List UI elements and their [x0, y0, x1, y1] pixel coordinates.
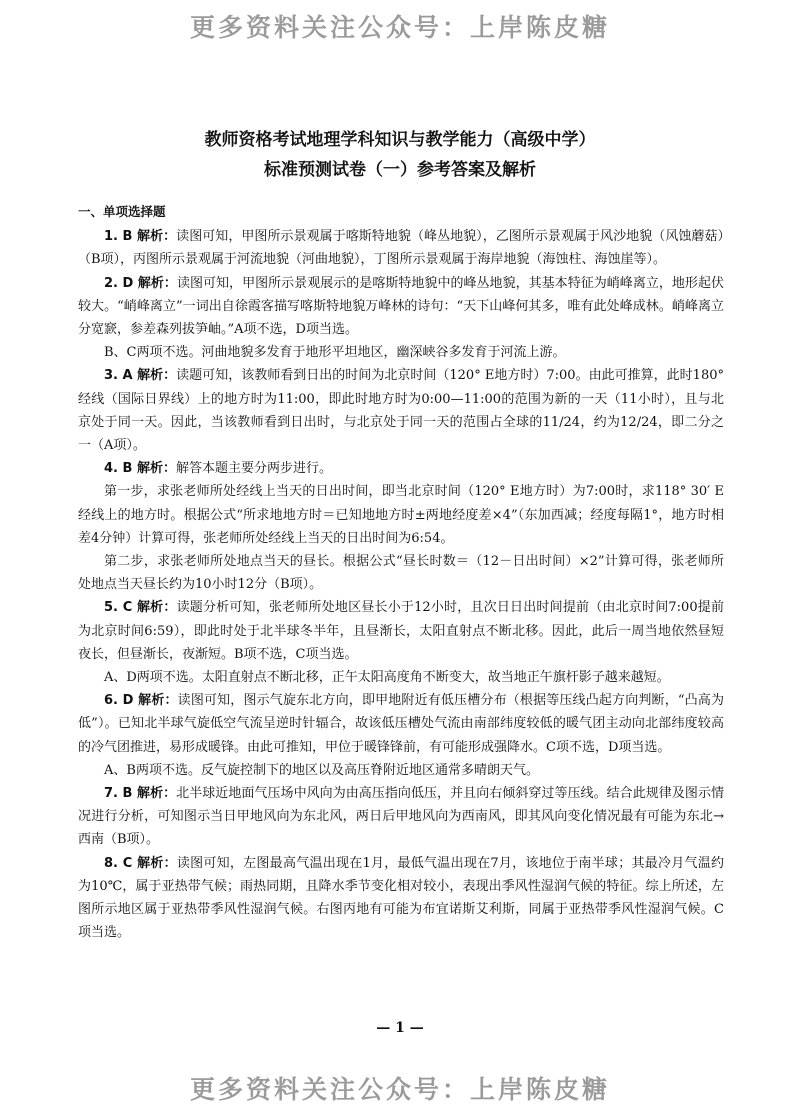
question-head: 1. B 解析： — [104, 229, 177, 245]
paragraph-text: 读图可知，甲图所示景观展示的是喀斯特地貌中的峰丛地貌，其基本特征为峭峰离立，地形起伏较大。“峭峰离立”一词出自徐霞客描写喀斯特地貌万峰林的诗句：“天下山峰何其多，唯有此处峰成林。峭峰离立分宽窾，参差森列拔笋岫。”A项不选，D项当选。 — [78, 275, 724, 338]
paragraph-text: 解答本题主要分两步进行。 — [175, 461, 332, 477]
question-head: 2. D 解析： — [104, 275, 177, 291]
section-heading: 一、单项选择题 — [78, 204, 166, 219]
paragraph-text: A、D两项不选。太阳直射点不断北移，正午太阳高度角不断变大，故当地正午旗杆影子越来越短。 — [104, 670, 670, 686]
page-number: — 1 — — [376, 1020, 424, 1036]
question-head: 4. B 解析： — [104, 461, 176, 477]
paragraph-text: 北半球近地面气压场中风向为由高压指向低压，并且向右倾斜穿过等压线。结合此规律及图示情况进行分析，可知图示当日甲地风向为东北风，两日后甲地风向为西南风，即其风向变化情况最有可能为东北→西南（B项）。 — [78, 786, 724, 848]
question-head: 7. B 解析： — [104, 786, 177, 802]
question-head: 5. C 解析： — [104, 600, 177, 616]
paragraph-text: 第二步，求张老师所处地点当天的昼长。根据公式“昼长时数＝（12－日出时间）×2”计算可得，张老师所处地点当天昼长约为10小时12分（B项）。 — [78, 554, 724, 593]
question-head: 3. A 解析： — [104, 368, 177, 384]
answer-paragraph — [78, 759, 724, 782]
answer-paragraph — [78, 596, 724, 666]
answer-paragraph — [78, 550, 724, 596]
answer-paragraph — [78, 272, 724, 342]
answer-paragraph — [78, 341, 724, 364]
paragraph-text: 读图可知，甲图所示景观属于喀斯特地貌（峰丛地貌），乙图所示景观属于风沙地貌（风蚀蘑菇）（B项），丙图所示景观属于河流地貌（河曲地貌），丁图所示景观属于海岸地貌（海蚀柱、海蚀崖等）。 — [78, 229, 724, 268]
paragraph-text: 第一步，求张老师所处经线上当天的日出时间，即当北京时间（120° E地方时）为7:00时，求118° 30′ E经线上的地方时。根据公式“所求地地方时＝已知地地方时±两地经度差×4”（东加西减；经度每隔1°，地方时相差4分钟）计算可得，张老师所处经线上当天的日出时间为6:54。 — [78, 484, 724, 546]
answer-paragraph — [78, 666, 724, 689]
answer-paragraph — [78, 457, 724, 480]
answer-paragraph — [78, 782, 724, 852]
watermark-top: 更多资料关注公众号：上岸陈皮糖 — [189, 13, 610, 42]
watermark-bottom: 更多资料关注公众号：上岸陈皮糖 — [189, 1075, 610, 1104]
paragraph-text: 读图可知，左图最高气温出现在1月，最低气温出现在7月，该地位于南半球；其最冷月气温约为10℃，属于亚热带气候；雨热同期，且降水季节变化相对较小，表现出季风性湿润气候的特征。综上所述，左图所示地区属于亚热带季风性湿润气候。右图丙地有可能为布宜诺斯艾利斯，同属于亚热带季风性湿润气候。C项当选。 — [78, 855, 725, 941]
answer-content — [78, 200, 724, 945]
answer-paragraph — [78, 689, 724, 759]
title-line-2: 标准预测试卷（一）参考答案及解析 — [264, 160, 536, 180]
question-head: 8. C 解析： — [104, 855, 177, 871]
answer-paragraph — [78, 852, 724, 945]
paragraph-text: 读题分析可知，张老师所处地区昼长小于12小时，且次日日出时间提前（由北京时间7:00提前为北京时间6:59），即此时处于北半球冬半年，且昼渐长，太阳直射点不断北移。因此，此后一周当地依然昼短夜长，但昼渐长，夜渐短。B项不选，C项当选。 — [78, 600, 724, 662]
paragraph-text: 读题可知，该教师看到日出的时间为北京时间（120° E地方时）7:00。由此可推算，此时180°经线（国际日界线）上的地方时为11:00，即此时地方时为0:00—11:00的范围为新的一天（11小时），且与北京处于同一天。因此，当该教师看到日出时，与北京处于同一天的范围占全球的11/24，约为12/24，即二分之一（A项）。 — [78, 368, 724, 454]
document-title — [0, 125, 800, 185]
answer-paragraph — [78, 480, 724, 550]
title-line-1: 教师资格考试地理学科知识与教学能力（高级中学） — [204, 130, 596, 150]
paragraph-text: B、C两项不选。河曲地貌多发育于地形平坦地区，幽深峡谷多发育于河流上游。 — [104, 345, 566, 361]
answer-paragraph — [78, 364, 724, 457]
answer-paragraph — [78, 225, 724, 271]
paragraph-text: 读图可知，图示气旋东北方向，即甲地附近有低压槽分布（根据等压线凸起方向判断，“凸高为低”）。已知北半球气旋低空气流呈逆时针辐合，故该低压槽处气流由南部纬度较低的暖气团主动向北部纬度较高的冷气团推进，易形成暖锋。由此可推知，甲位于暖锋锋前，有可能形成强降水。C项不选，D项当选。 — [78, 693, 725, 755]
paragraph-text: A、B两项不选。反气旋控制下的地区以及高压脊附近地区通常多晴朗天气。 — [104, 762, 539, 778]
question-head: 6. D 解析： — [104, 693, 178, 709]
